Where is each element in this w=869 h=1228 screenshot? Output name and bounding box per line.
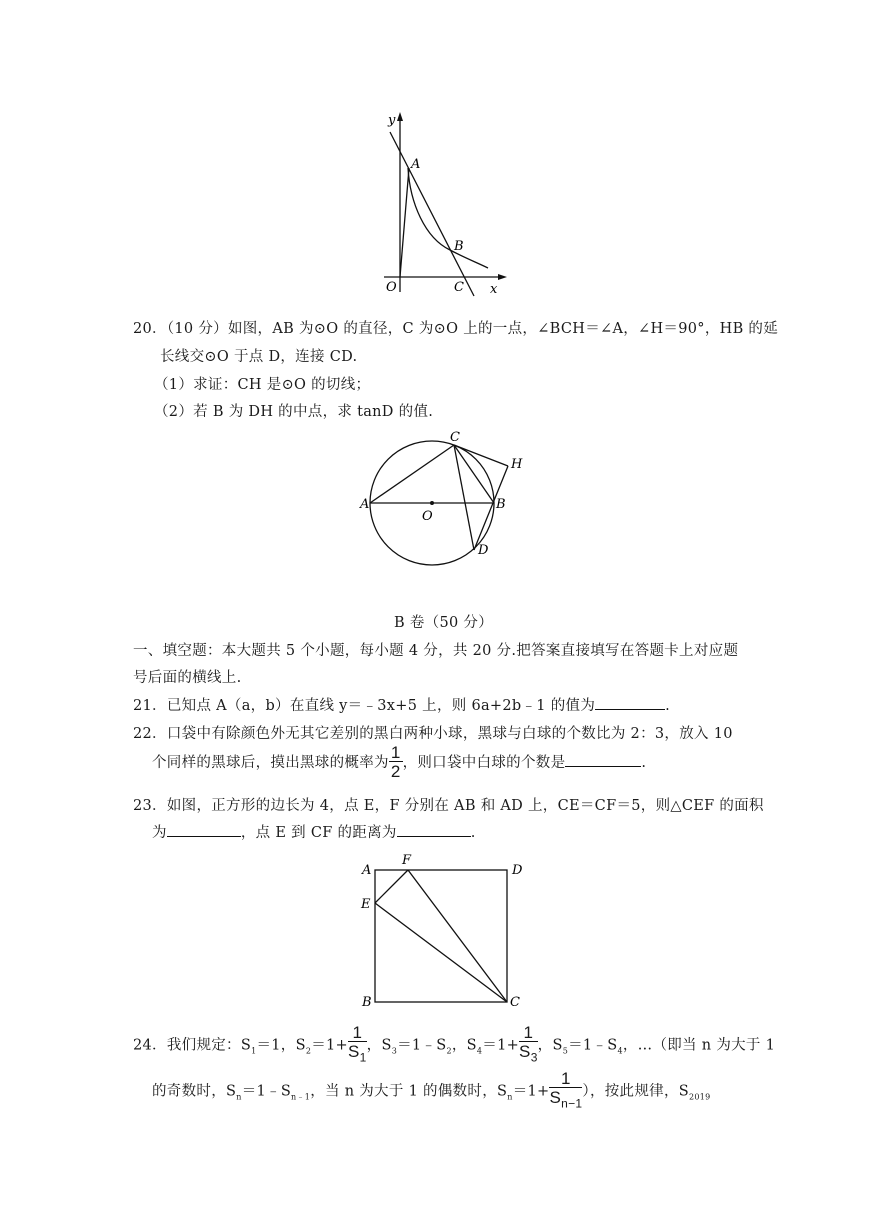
q20-line1: 20．（10 分）如图，AB 为⊙O 的直径，C 为⊙O 上的一点，∠BCH＝∠A，∠H＝90°，HB 的延 (133, 321, 779, 337)
function-graph (370, 108, 510, 300)
answer-blank[interactable] (167, 836, 241, 837)
label-h: H (511, 457, 523, 472)
label-b: B (362, 995, 372, 1010)
label-c: C (510, 995, 520, 1010)
fraction: $\frac{1}{2}$ (390, 743, 401, 781)
circle-figure (358, 428, 538, 568)
section-b-title: B 卷（50 分） (394, 615, 494, 631)
label-c: C (450, 430, 460, 445)
q22-line1: 22．口袋中有除颜色外无其它差别的黑白两种小球，黑球与白球的个数比为 2：3，放入 10 (133, 726, 733, 742)
label-o: O (386, 280, 397, 295)
label-e: E (361, 897, 371, 912)
fill-intro-line2: 号后面的横线上. (133, 670, 242, 686)
q23-line1: 23．如图，正方形的边长为 4，点 E，F 分别在 AB 和 AD 上，CE＝CF＝5，则△CEF 的面积 (133, 798, 764, 814)
answer-blank[interactable] (397, 836, 471, 837)
q21-text: 21．已知点 A（a，b）在直线 y＝﹣3x+5 上，则 6a+2b﹣1 的值为 (133, 698, 596, 714)
label-x: x (490, 282, 498, 297)
label-c: C (454, 280, 464, 295)
square-figure (358, 850, 538, 1012)
label-f: F (402, 853, 412, 868)
label-y: y (388, 113, 396, 128)
label-a: A (411, 157, 421, 172)
label-a: A (362, 863, 372, 878)
q24-line2: 的奇数时，$S_n=1﹣S_{n﹣1}$，当 n 为大于 1 的偶数时，$S_n=1+$ $\frac{1}{S_{n-1}}$ ），按此规律，$S_{2019}$ (152, 1070, 711, 1113)
label-o: O (422, 509, 433, 524)
q21: 21．已知点 A（a，b）在直线 y＝﹣3x+5 上，则 6a+2b﹣1 的值为 . (133, 698, 671, 714)
label-d: D (478, 543, 489, 558)
label-a: A (360, 497, 370, 512)
answer-blank[interactable] (595, 709, 665, 710)
q22-text-a: 个同样的黑球后，摸出黑球的概率为 (152, 755, 389, 771)
q20-part2: （2）若 B 为 DH 的中点，求 tanD 的值. (154, 404, 434, 420)
q22-line2: 个同样的黑球后，摸出黑球的概率为 $\frac{1}{2}$ ，则口袋中白球的个数是 . (152, 743, 647, 781)
label-b: B (454, 239, 464, 254)
q22-text-b: ，则口袋中白球的个数是 (402, 755, 566, 771)
fraction: $\frac{1}{S_1}$ (348, 1023, 367, 1065)
fraction: $\frac{1}{S_{n-1}}$ (549, 1069, 583, 1111)
fill-intro-line1: 一、填空题：本大题共 5 个小题，每小题 4 分，共 20 分.把答案直接填写在答题卡上对应题 (133, 643, 739, 659)
label-d: D (512, 863, 523, 878)
answer-blank[interactable] (565, 766, 641, 767)
q23-line2: 为 ，点 E 到 CF 的距离为 . (152, 825, 476, 841)
q20-part1: （1）求证：CH 是⊙O 的切线； (154, 377, 371, 393)
fraction: $\frac{1}{S_3}$ (519, 1023, 538, 1065)
q20-line2: 长线交⊙O 于点 D，连接 CD. (160, 349, 358, 365)
label-b: B (496, 497, 506, 512)
q24-line1: 24．我们规定：$S_1=1$，$S_2=1+$ $\frac{1}{S_1}$ ，$S_3=1﹣S_2$，$S_4=1+$ $\frac{1}{S_3}$ ，$S_5=1﹣S_4$，…（即当 n 为大于 1 (133, 1024, 775, 1067)
